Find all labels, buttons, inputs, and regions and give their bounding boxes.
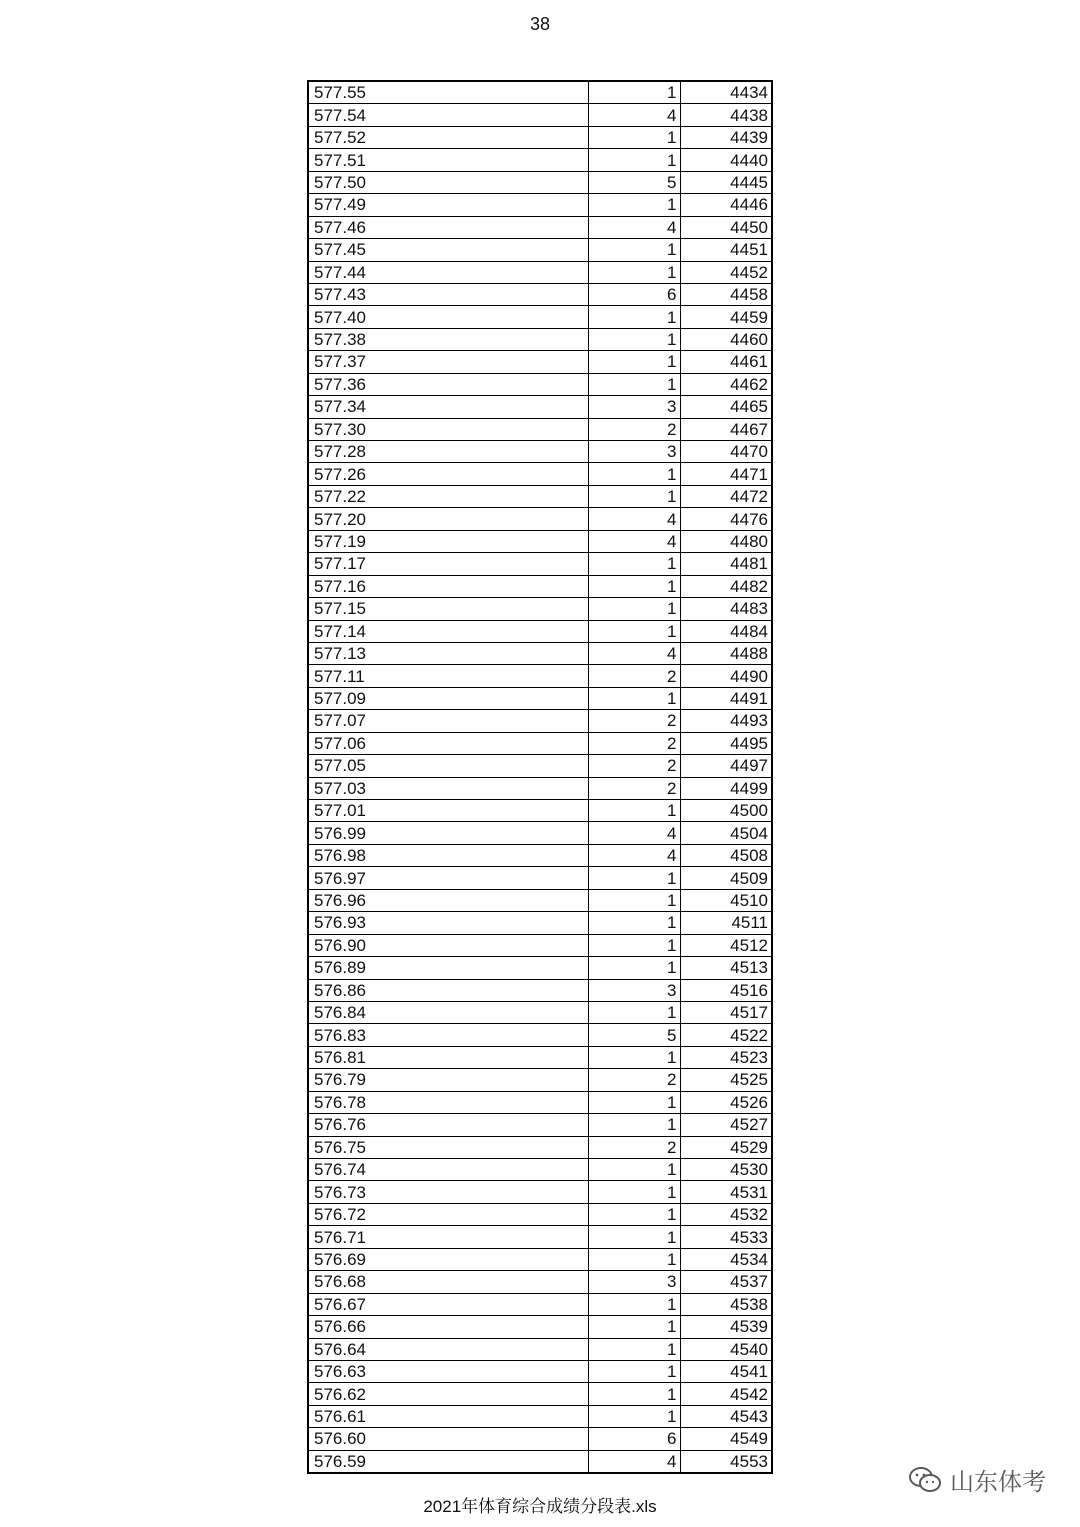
score-cell: 576.98 <box>308 844 588 866</box>
table-row <box>308 1136 772 1158</box>
table-row <box>308 1383 772 1405</box>
cumulative-cell: 4481 <box>680 553 772 575</box>
score-cell: 576.71 <box>308 1226 588 1248</box>
count-cell: 2 <box>588 755 680 777</box>
score-cell: 577.28 <box>308 441 588 463</box>
cumulative-cell: 4504 <box>680 822 772 844</box>
score-cell: 576.78 <box>308 1091 588 1113</box>
count-cell: 1 <box>588 620 680 642</box>
table-row <box>308 530 772 552</box>
cumulative-cell: 4542 <box>680 1383 772 1405</box>
score-cell: 577.01 <box>308 800 588 822</box>
table-row <box>308 283 772 305</box>
table-row <box>308 777 772 799</box>
score-cell: 577.03 <box>308 777 588 799</box>
score-cell: 577.15 <box>308 598 588 620</box>
score-cell: 577.54 <box>308 104 588 126</box>
score-cell: 576.62 <box>308 1383 588 1405</box>
score-cell: 576.81 <box>308 1046 588 1068</box>
count-cell: 1 <box>588 934 680 956</box>
score-cell: 576.83 <box>308 1024 588 1046</box>
table-row <box>308 1159 772 1181</box>
cumulative-cell: 4516 <box>680 979 772 1001</box>
cumulative-cell: 4533 <box>680 1226 772 1248</box>
score-cell: 576.59 <box>308 1450 588 1473</box>
cumulative-cell: 4482 <box>680 575 772 597</box>
cumulative-cell: 4446 <box>680 194 772 216</box>
table-row <box>308 642 772 664</box>
count-cell: 1 <box>588 351 680 373</box>
cumulative-cell: 4439 <box>680 126 772 148</box>
table-row <box>308 1271 772 1293</box>
cumulative-cell: 4538 <box>680 1293 772 1315</box>
count-cell: 3 <box>588 396 680 418</box>
cumulative-cell: 4467 <box>680 418 772 440</box>
table-row <box>308 418 772 440</box>
table-row <box>308 508 772 530</box>
cumulative-cell: 4480 <box>680 530 772 552</box>
cumulative-cell: 4476 <box>680 508 772 530</box>
cumulative-cell: 4526 <box>680 1091 772 1113</box>
count-cell: 2 <box>588 732 680 754</box>
count-cell: 4 <box>588 822 680 844</box>
score-cell: 577.16 <box>308 575 588 597</box>
cumulative-cell: 4543 <box>680 1405 772 1427</box>
count-cell: 2 <box>588 777 680 799</box>
cumulative-cell: 4490 <box>680 665 772 687</box>
table-row <box>308 1091 772 1113</box>
table-row <box>308 1181 772 1203</box>
score-cell: 577.38 <box>308 328 588 350</box>
score-cell: 577.36 <box>308 373 588 395</box>
cumulative-cell: 4470 <box>680 441 772 463</box>
table-row <box>308 81 772 104</box>
count-cell: 1 <box>588 553 680 575</box>
count-cell: 1 <box>588 1091 680 1113</box>
count-cell: 4 <box>588 104 680 126</box>
count-cell: 1 <box>588 957 680 979</box>
score-cell: 577.34 <box>308 396 588 418</box>
count-cell: 4 <box>588 216 680 238</box>
count-cell: 2 <box>588 1136 680 1158</box>
score-cell: 577.20 <box>308 508 588 530</box>
score-cell: 576.76 <box>308 1114 588 1136</box>
page-number: 38 <box>529 14 551 34</box>
count-cell: 2 <box>588 418 680 440</box>
score-cell: 577.43 <box>308 283 588 305</box>
table-row <box>308 1001 772 1023</box>
cumulative-cell: 4553 <box>680 1450 772 1473</box>
table-row <box>308 598 772 620</box>
count-cell: 1 <box>588 575 680 597</box>
table-row <box>308 373 772 395</box>
table-row <box>308 1046 772 1068</box>
cumulative-cell: 4508 <box>680 844 772 866</box>
table-row <box>308 104 772 126</box>
cumulative-cell: 4517 <box>680 1001 772 1023</box>
count-cell: 6 <box>588 283 680 305</box>
table-row <box>308 171 772 193</box>
count-cell: 1 <box>588 1405 680 1427</box>
count-cell: 4 <box>588 1450 680 1473</box>
count-cell: 1 <box>588 463 680 485</box>
count-cell: 1 <box>588 912 680 934</box>
table-row <box>308 306 772 328</box>
count-cell: 5 <box>588 171 680 193</box>
count-cell: 2 <box>588 1069 680 1091</box>
count-cell: 1 <box>588 261 680 283</box>
score-cell: 577.40 <box>308 306 588 328</box>
score-cell: 577.46 <box>308 216 588 238</box>
score-cell: 576.73 <box>308 1181 588 1203</box>
table-row <box>308 396 772 418</box>
cumulative-cell: 4462 <box>680 373 772 395</box>
count-cell: 1 <box>588 328 680 350</box>
count-cell: 2 <box>588 710 680 732</box>
cumulative-cell: 4493 <box>680 710 772 732</box>
table-row <box>308 1338 772 1360</box>
score-cell: 577.13 <box>308 642 588 664</box>
table-row <box>308 1203 772 1225</box>
score-cell: 576.93 <box>308 912 588 934</box>
cumulative-cell: 4541 <box>680 1360 772 1382</box>
cumulative-cell: 4484 <box>680 620 772 642</box>
count-cell: 1 <box>588 1001 680 1023</box>
cumulative-cell: 4509 <box>680 867 772 889</box>
score-cell: 576.63 <box>308 1360 588 1382</box>
count-cell: 5 <box>588 1024 680 1046</box>
score-cell: 576.64 <box>308 1338 588 1360</box>
score-cell: 576.99 <box>308 822 588 844</box>
count-cell: 4 <box>588 844 680 866</box>
count-cell: 1 <box>588 1293 680 1315</box>
cumulative-cell: 4458 <box>680 283 772 305</box>
table-row <box>308 979 772 1001</box>
cumulative-cell: 4491 <box>680 687 772 709</box>
score-cell: 577.05 <box>308 755 588 777</box>
table-row <box>308 934 772 956</box>
count-cell: 1 <box>588 149 680 171</box>
count-cell: 4 <box>588 508 680 530</box>
watermark <box>908 1462 1046 1497</box>
table-row <box>308 1316 772 1338</box>
count-cell: 1 <box>588 81 680 104</box>
score-cell: 577.09 <box>308 687 588 709</box>
score-cell: 577.06 <box>308 732 588 754</box>
table-row <box>308 194 772 216</box>
count-cell: 4 <box>588 530 680 552</box>
score-cell: 577.11 <box>308 665 588 687</box>
table-row <box>308 665 772 687</box>
table-row <box>308 822 772 844</box>
cumulative-cell: 4500 <box>680 800 772 822</box>
watermark-label: 山东体考 <box>950 1469 1046 1496</box>
count-cell: 3 <box>588 441 680 463</box>
count-cell: 1 <box>588 1203 680 1225</box>
score-cell: 576.90 <box>308 934 588 956</box>
score-cell: 577.49 <box>308 194 588 216</box>
score-cell: 576.86 <box>308 979 588 1001</box>
table-row <box>308 889 772 911</box>
count-cell: 1 <box>588 1181 680 1203</box>
cumulative-cell: 4530 <box>680 1159 772 1181</box>
count-cell: 1 <box>588 1226 680 1248</box>
cumulative-cell: 4532 <box>680 1203 772 1225</box>
table-row <box>308 441 772 463</box>
score-cell: 577.45 <box>308 239 588 261</box>
score-cell: 576.60 <box>308 1428 588 1450</box>
table-row <box>308 1226 772 1248</box>
count-cell: 1 <box>588 1159 680 1181</box>
count-cell: 1 <box>588 1316 680 1338</box>
score-cell: 577.50 <box>308 171 588 193</box>
table-row <box>308 687 772 709</box>
score-cell: 576.72 <box>308 1203 588 1225</box>
table-row <box>308 553 772 575</box>
count-cell: 1 <box>588 889 680 911</box>
score-cell: 576.96 <box>308 889 588 911</box>
table-row <box>308 1069 772 1091</box>
score-cell: 577.52 <box>308 126 588 148</box>
score-cell: 576.69 <box>308 1248 588 1270</box>
score-cell: 577.14 <box>308 620 588 642</box>
count-cell: 1 <box>588 687 680 709</box>
score-cell: 576.66 <box>308 1316 588 1338</box>
score-cell: 577.22 <box>308 485 588 507</box>
score-cell: 576.67 <box>308 1293 588 1315</box>
count-cell: 3 <box>588 1271 680 1293</box>
score-cell: 576.79 <box>308 1069 588 1091</box>
cumulative-cell: 4529 <box>680 1136 772 1158</box>
cumulative-cell: 4497 <box>680 755 772 777</box>
score-cell: 577.51 <box>308 149 588 171</box>
count-cell: 1 <box>588 239 680 261</box>
cumulative-cell: 4472 <box>680 485 772 507</box>
count-cell: 3 <box>588 979 680 1001</box>
table-row <box>308 755 772 777</box>
score-cell: 577.17 <box>308 553 588 575</box>
table-row <box>308 575 772 597</box>
cumulative-cell: 4461 <box>680 351 772 373</box>
score-table <box>307 80 773 1474</box>
count-cell: 1 <box>588 1248 680 1270</box>
score-table-body <box>308 81 772 1473</box>
cumulative-cell: 4465 <box>680 396 772 418</box>
table-row <box>308 1293 772 1315</box>
count-cell: 2 <box>588 665 680 687</box>
table-row <box>308 732 772 754</box>
cumulative-cell: 4537 <box>680 1271 772 1293</box>
cumulative-cell: 4471 <box>680 463 772 485</box>
count-cell: 1 <box>588 485 680 507</box>
table-row <box>308 126 772 148</box>
score-cell: 577.19 <box>308 530 588 552</box>
table-row <box>308 710 772 732</box>
count-cell: 6 <box>588 1428 680 1450</box>
table-row <box>308 463 772 485</box>
score-cell: 577.30 <box>308 418 588 440</box>
table-row <box>308 485 772 507</box>
table-row <box>308 800 772 822</box>
cumulative-cell: 4527 <box>680 1114 772 1136</box>
cumulative-cell: 4549 <box>680 1428 772 1450</box>
table-row <box>308 216 772 238</box>
cumulative-cell: 4534 <box>680 1248 772 1270</box>
count-cell: 1 <box>588 1114 680 1136</box>
count-cell: 1 <box>588 1360 680 1382</box>
cumulative-cell: 4445 <box>680 171 772 193</box>
table-row <box>308 1024 772 1046</box>
count-cell: 1 <box>588 800 680 822</box>
table-row <box>308 328 772 350</box>
cumulative-cell: 4488 <box>680 642 772 664</box>
score-cell: 576.61 <box>308 1405 588 1427</box>
cumulative-cell: 4438 <box>680 104 772 126</box>
count-cell: 1 <box>588 598 680 620</box>
count-cell: 1 <box>588 194 680 216</box>
count-cell: 1 <box>588 126 680 148</box>
score-cell: 577.07 <box>308 710 588 732</box>
table-row <box>308 957 772 979</box>
table-row <box>308 1450 772 1473</box>
count-cell: 1 <box>588 1383 680 1405</box>
table-row <box>308 912 772 934</box>
table-row <box>308 1114 772 1136</box>
cumulative-cell: 4523 <box>680 1046 772 1068</box>
cumulative-cell: 4513 <box>680 957 772 979</box>
table-row <box>308 1360 772 1382</box>
cumulative-cell: 4539 <box>680 1316 772 1338</box>
table-row <box>308 620 772 642</box>
cumulative-cell: 4452 <box>680 261 772 283</box>
count-cell: 4 <box>588 642 680 664</box>
cumulative-cell: 4495 <box>680 732 772 754</box>
score-cell: 577.55 <box>308 81 588 104</box>
cumulative-cell: 4440 <box>680 149 772 171</box>
count-cell: 1 <box>588 1338 680 1360</box>
score-cell: 577.26 <box>308 463 588 485</box>
table-row <box>308 1405 772 1427</box>
cumulative-cell: 4450 <box>680 216 772 238</box>
cumulative-cell: 4459 <box>680 306 772 328</box>
cumulative-cell: 4460 <box>680 328 772 350</box>
cumulative-cell: 4540 <box>680 1338 772 1360</box>
table-row <box>308 261 772 283</box>
count-cell: 1 <box>588 1046 680 1068</box>
cumulative-cell: 4510 <box>680 889 772 911</box>
cumulative-cell: 4512 <box>680 934 772 956</box>
footer-filename: 2021年体育综合成绩分段表.xls <box>423 1497 657 1516</box>
table-row <box>308 867 772 889</box>
count-cell: 1 <box>588 373 680 395</box>
table-row <box>308 1428 772 1450</box>
cumulative-cell: 4499 <box>680 777 772 799</box>
score-cell: 576.74 <box>308 1159 588 1181</box>
count-cell: 1 <box>588 306 680 328</box>
cumulative-cell: 4531 <box>680 1181 772 1203</box>
cumulative-cell: 4511 <box>680 912 772 934</box>
cumulative-cell: 4434 <box>680 81 772 104</box>
table-row <box>308 149 772 171</box>
table-row <box>308 239 772 261</box>
score-cell: 576.75 <box>308 1136 588 1158</box>
score-cell: 577.44 <box>308 261 588 283</box>
cumulative-cell: 4525 <box>680 1069 772 1091</box>
cumulative-cell: 4483 <box>680 598 772 620</box>
score-cell: 576.68 <box>308 1271 588 1293</box>
table-row <box>308 1248 772 1270</box>
cumulative-cell: 4522 <box>680 1024 772 1046</box>
table-row <box>308 844 772 866</box>
score-cell: 577.37 <box>308 351 588 373</box>
wechat-icon <box>908 1466 942 1494</box>
count-cell: 1 <box>588 867 680 889</box>
score-cell: 576.89 <box>308 957 588 979</box>
table-row <box>308 351 772 373</box>
cumulative-cell: 4451 <box>680 239 772 261</box>
score-cell: 576.97 <box>308 867 588 889</box>
score-cell: 576.84 <box>308 1001 588 1023</box>
